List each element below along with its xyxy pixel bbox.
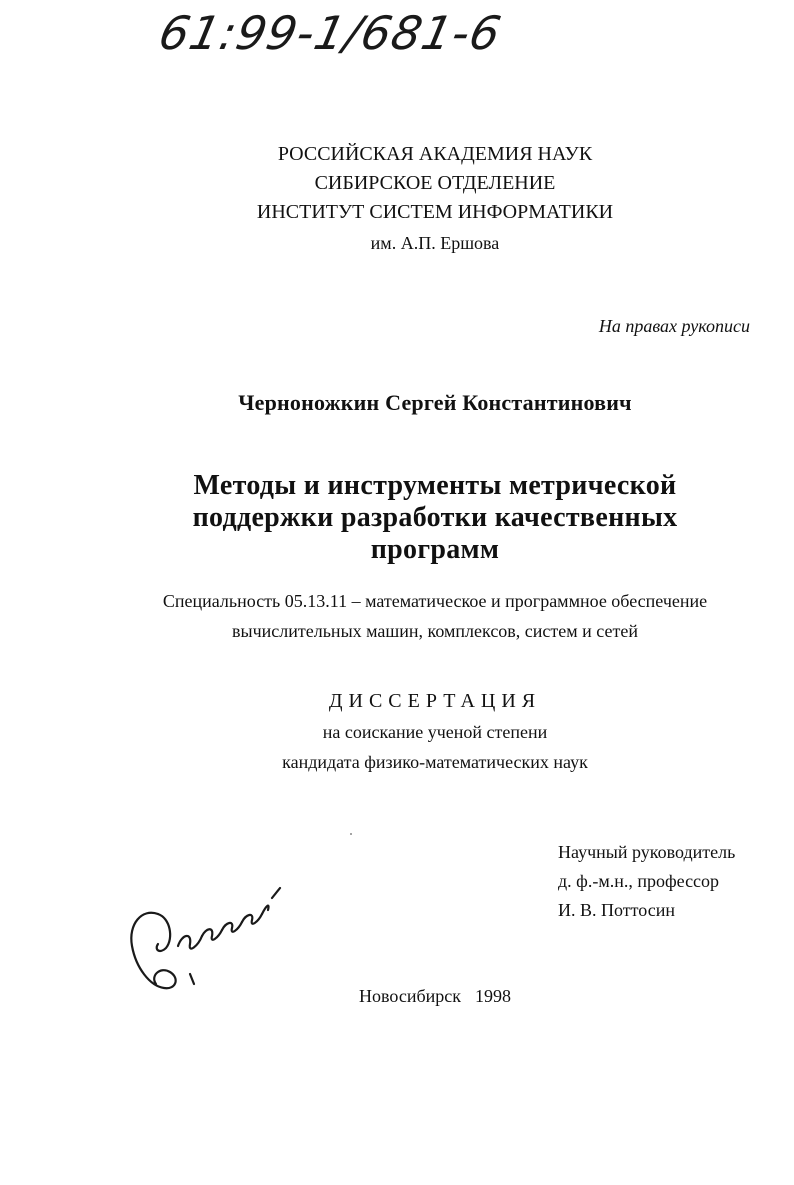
title-line-3: программ	[370, 534, 500, 565]
dissertation-heading: ДИССЕРТАЦИЯ	[328, 690, 542, 712]
author-name: Черноножкин Сергей Константинович	[238, 390, 632, 415]
org-institute: ИНСТИТУТ СИСТЕМ ИНФОРМАТИКИ	[256, 201, 614, 223]
degree-name: кандидата физико-математических наук	[282, 752, 588, 772]
org-named-after: им. А.П. Ершова	[370, 233, 500, 253]
archive-number: 61:99-1/681-6	[154, 6, 507, 60]
org-branch: СИБИРСКОЕ ОТДЕЛЕНИЕ	[314, 172, 556, 194]
supervisor-degree: д. ф.-м.н., профессор	[558, 871, 720, 891]
org-academy: РОССИЙСКАЯ АКАДЕМИЯ НАУК	[277, 143, 593, 165]
title-line-2: поддержки разработки качественных	[192, 502, 678, 533]
specialty-block	[0, 586, 794, 646]
year: 1998	[474, 986, 511, 1006]
specialty-line-1: Специальность 05.13.11 – математическое и программное обеспечение	[162, 591, 708, 611]
degree-purpose: на соискание ученой степени	[322, 722, 548, 742]
supervisor-name: И. В. Поттосин	[558, 900, 675, 920]
manuscript-rights-note: На правах рукописи	[598, 316, 750, 336]
specialty-line-2: вычислительных машин, комплексов, систем и сетей	[232, 621, 638, 641]
dissertation-title	[0, 470, 794, 566]
title-line-1: Методы и инструменты метрической	[193, 470, 677, 501]
city-year	[0, 986, 794, 1007]
city: Новосибирск	[359, 986, 461, 1006]
stray-dot	[350, 833, 352, 835]
supervisor-role: Научный руководитель	[558, 842, 736, 862]
